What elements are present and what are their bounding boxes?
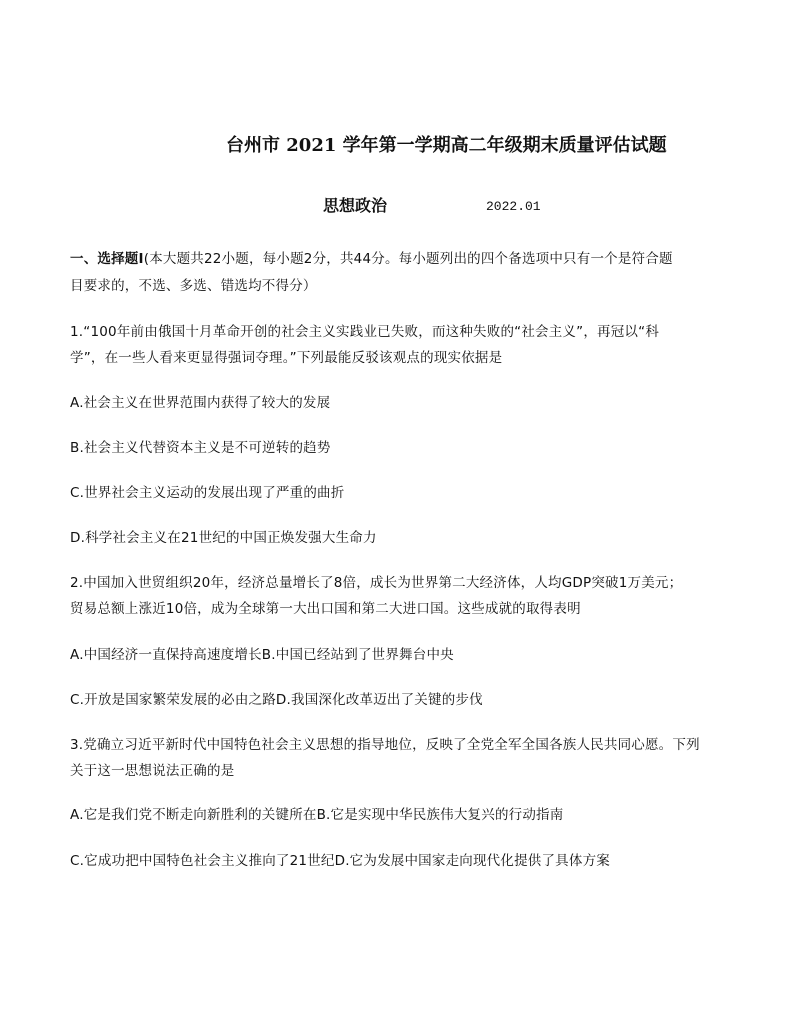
section-description: (本大题共22小题，每小题2分，共44分。每小题列出的四个备选项中只有一个是符合题: [143, 251, 673, 267]
question-1-option-a: A.社会主义在世界范围内获得了较大的发展: [70, 395, 331, 411]
question-1-stem-cont: 学”，在一些人看来更显得强词夺理。”下列最能反驳该观点的现实依据是: [70, 350, 503, 366]
question-1-option-d: D.科学社会主义在21世纪的中国正焕发强大生命力: [70, 530, 377, 546]
question-1-option-c: C.世界社会主义运动的发展出现了严重的曲折: [70, 485, 345, 501]
question-2-options-ab: A.中国经济一直保持高速度增长B.中国已经站到了世界舞台中央: [70, 647, 454, 663]
exam-title: 台州市 2021 学年第一学期高二年级期末质量评估试题: [226, 135, 667, 156]
question-3-stem: 3.党确立习近平新时代中国特色社会主义思想的指导地位，反映了全党全军全国各族人民共同心愿。下列: [70, 737, 700, 753]
exam-date: 2022.01: [486, 199, 541, 214]
question-3-options-ab: A.它是我们党不断走向新胜利的关键所在B.它是实现中华民族伟大复兴的行动指南: [70, 807, 564, 823]
section-heading: 一、选择题Ⅰ: [70, 251, 144, 267]
question-2-stem: 2.中国加入世贸组织20年，经济总量增长了8倍，成长为世界第二大经济体，人均GDP突破1万美元；: [70, 575, 683, 591]
question-1-option-b: B.社会主义代替资本主义是不可逆转的趋势: [70, 440, 331, 456]
question-2-stem-cont: 贸易总额上涨近10倍，成为全球第一大出口国和第二大进口国。这些成就的取得表明: [70, 601, 581, 617]
section-description-cont: 目要求的，不选、多选、错选均不得分）: [70, 278, 317, 294]
question-3-stem-cont: 关于这一思想说法正确的是: [70, 763, 235, 779]
section-heading-line: [70, 249, 673, 269]
question-2-options-cd: C.开放是国家繁荣发展的必由之路D.我国深化改革迈出了关键的步伐: [70, 692, 483, 708]
question-1-stem: 1.“100年前由俄国十月革命开创的社会主义实践业已失败，而这种失败的“社会主义”，再冠以“科: [70, 324, 660, 340]
question-3-options-cd: C.它成功把中国特色社会主义推向了21世纪D.它为发展中国家走向现代化提供了具体方案: [70, 853, 610, 869]
subject-name: 思想政治: [323, 196, 388, 215]
